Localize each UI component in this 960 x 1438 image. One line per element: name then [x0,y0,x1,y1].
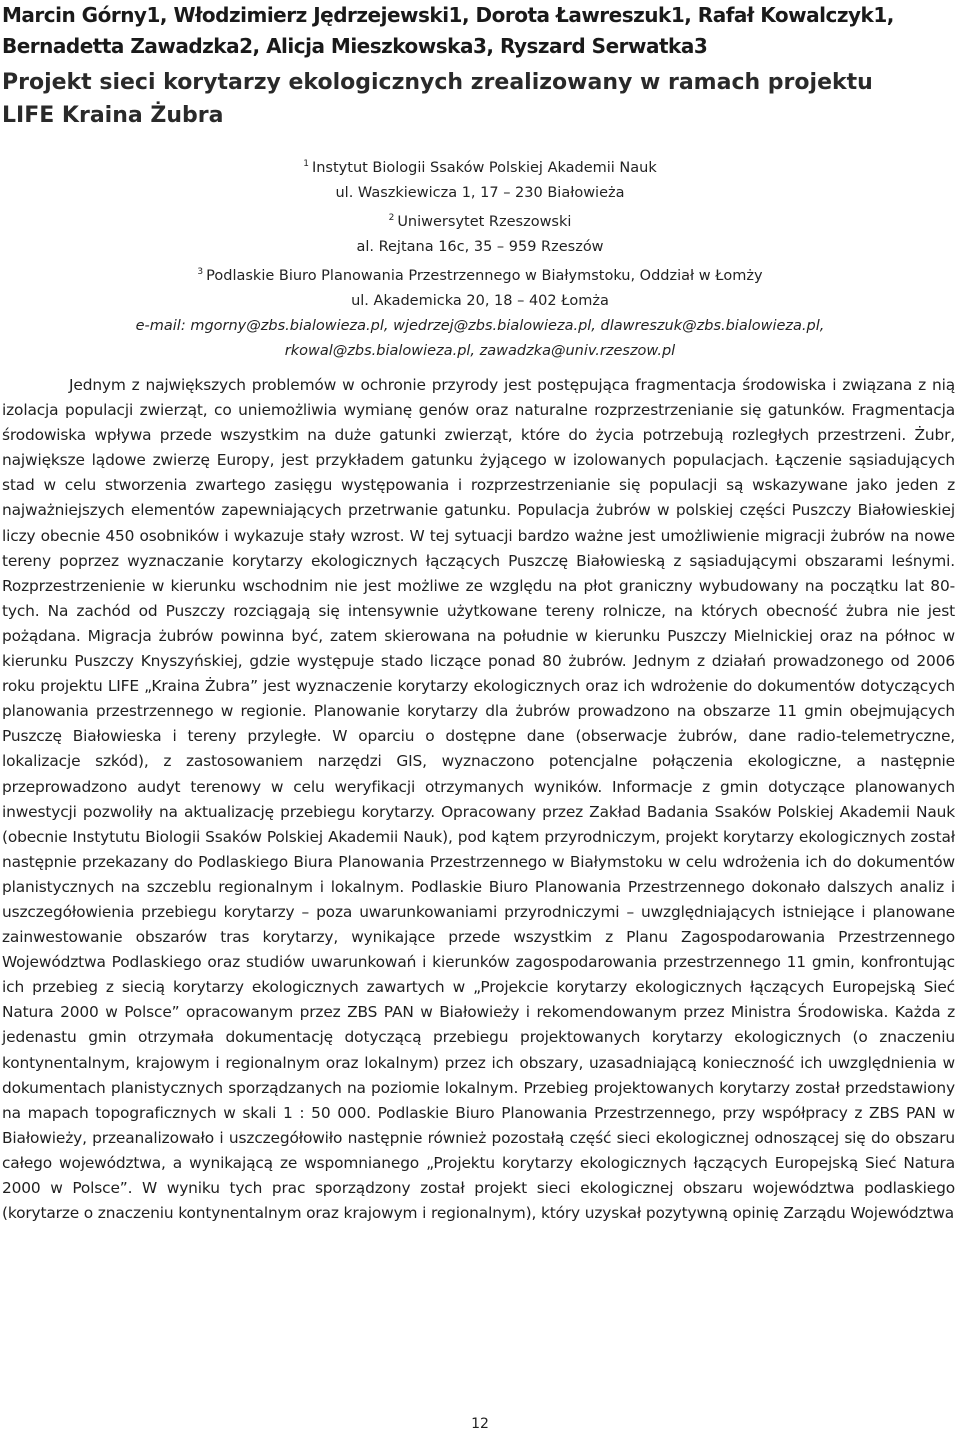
author-list [2,0,952,62]
affiliation-3-mark: 3 [197,267,204,277]
paper-title [2,66,952,132]
affiliation-3-text: Podlaskie Biuro Planowania Przestrzennego w Białymstoku, Oddział w Łomży [206,268,763,284]
email-line-2: rkowal@zbs.bialowieza.pl, zawadzka@univ.rzeszow.pl [284,343,676,359]
author-line-2: Bernadetta Zawadzka2, Alicja Mieszkowska3, Ryszard Serwatka3 [2,34,708,58]
affiliation-1-text: Instytut Biologii Ssaków Polskiej Akademii Nauk [311,160,657,176]
abstract-paragraph: Jednym z największych problemów w ochronie przyrody jest postępująca fragmentacja środowiska i związana z nią izolacja populacji zwierząt, co uniemożliwia wymianę genów oraz naturalne rozprzestrzenianie się gatunków. Fragmentacja środowiska wpływa przede wszystkim na duże gatunki zwierząt, które do życia potrzebują rozległych przestrzeni. Żubr, największe lądowe zwierzę Europy, jest przykładem gatunku żyjącego w izolowanych populacjach. Łączenie sąsiadujących stad w celu stworzenia zwartego zasięgu występowania i rozprzestrzenianie się populacji są wskazywane jako jeden z najważniejszych elementów zapewniających przetrwanie gatunku. Populacja żubrów w polskiej części Puszczy Białowieskiej liczy obecnie 450 osobników i wykazuje stały wzrost. W tej sytuacji bardzo ważne jest umożliwienie migracji żubrów na nowe tereny poprzez wyznaczanie korytarzy ekologicznych łączących Puszczę Białowieską z sąsiadującymi obszarami leśnymi. Rozprzestrzenienie w kierunku wschodnim nie jest możliwe ze względu na płot graniczny wybudowany na początku lat 80-tych. Na zachód od Puszczy rozciągają się intensywnie użytkowane tereny rolnicze, na których obecność żubra nie jest pożądana. Migracja żubrów powinna być, zatem skierowana na południe w kierunku Puszczy Mielnickiej oraz na północ w kierunku Puszczy Knyszyńskiej, gdzie występuje stado liczące ponad 80 żubrów. Jednym z działań prowadzonego od 2006 roku projektu LIFE „Kraina Żubra” jest wyznaczenie korytarzy ekologicznych oraz ich wdrożenie do dokumentów dotyczących planowania przestrzennego w regionie. Planowanie korytarzy dla żubrów prowadzono na obszarze 11 gmin obejmujących Puszczę Białowieska i tereny przyległe. W oparciu o dostępne dane (obserwacje żubrów, dane radio-telemetryczne, lokalizacje szkód), z zastosowaniem narzędzi GIS, wyznaczono potencjalne połączenia ekologiczne, a następnie przeprowadzono audyt terenowy w celu weryfikacji otrzymanych wyników. Informacje z gmin dotyczące planowanych inwestycji pozwoliły na aktualizację przebiegu korytarzy. Opracowany przez Zakład Badania Ssaków Polskiej Akademii Nauk (obecnie Instytutu Biologii Ssaków Polskiej Akademii Nauk), pod kątem przyrodniczym, projekt korytarzy ekologicznych został następnie przekazany do Podlaskiego Biura Planowania Przestrzennego w Białymstoku w celu wdrożenia ich do dokumentów planistycznych na szczeblu regionalnym i lokalnym. Podlaskie Biuro Planowania Przestrzennego dokonało dalszych analiz i uszczegółowienia przebiegu korytarzy – poza uwarunkowaniami przyrodniczymi – uwzględniających istniejące i planowane zainwestowanie obszarów tras korytarzy, wynikające przede wszystkim z Planu Zagospodarowania Przestrzennego Województwa Podlaskiego oraz studiów uwarunkowań i kierunków zagospodarowania przestrzennego 11 gmin, konfrontując ich przebieg z siecią korytarzy ekologicznych zawartych w „Projekcie korytarzy ekologicznych łączących Europejską Sieć Natura 2000 w Polsce” opracowanym przez ZBS PAN w Białowieży i rekomendowanym przez Ministra Środowiska. Każda z jedenastu gmin otrzymała dokumentację dotyczącą przebiegu projektowanych korytarzy ekologicznych (o znaczeniu kontynentalnym, krajowym i regionalnym oraz lokalnym) przez ich obszary, uzasadniającą konieczność ich uwzględnienia w dokumentach planistycznych sporządzanych na poziomie lokalnym. Przebieg projektowanych korytarzy został przedstawiony na mapach topograficznych w skali 1 : 50 000. Podlaskie Biuro Planowania Przestrzennego, przy współpracy z ZBS PAN w Białowieży, przeanalizowało i uszczegółowiło następnie również pozostałą część sieci ekologicznej odnoszącej się do obszaru całego województwa, a wynikającą ze wspomnianego „Projektu korytarzy ekologicznych łączących Europejską Sieć Natura 2000 w Polsce”. W wyniku tych prac sporządzony został projekt sieci ekologicznej obszaru województwa podlaskiego (korytarze o znaczeniu kontynentalnym oraz krajowym i regionalnym), który uzyskał pozytywną opinię Zarządu Województwa [2,376,955,1223]
affiliation-3-address: ul. Akademicka 20, 18 – 402 Łomża [351,293,609,309]
affiliation-2-address: al. Rejtana 16c, 35 – 959 Rzeszów [356,239,604,255]
affiliation-2-text: Uniwersytet Rzeszowski [397,214,572,230]
author-line-1: Marcin Górny1, Włodzimierz Jędrzejewski1, Dorota Ławreszuk1, Rafał Kowalczyk1, [2,3,894,27]
title-line-1: Projekt sieci korytarzy ekologicznych zrealizowany w ramach projektu [2,70,873,95]
affiliation-2-name [0,206,960,235]
affiliation-3-name [0,260,960,289]
page-number: 12 [471,1416,489,1432]
title-line-2: LIFE Kraina Żubra [2,103,224,128]
email-line-1: e-mail: mgorny@zbs.bialowieza.pl, wjedrzej@zbs.bialowieza.pl, dlawreszuk@zbs.bialowieza.pl, [135,318,825,334]
affiliation-2-mark: 2 [388,213,395,223]
affiliation-1-name [0,152,960,181]
affiliation-1-mark: 1 [303,159,309,169]
affiliation-1-address: ul. Waszkiewicza 1, 17 – 230 Białowieża [335,185,625,201]
affiliations-block [0,152,960,364]
